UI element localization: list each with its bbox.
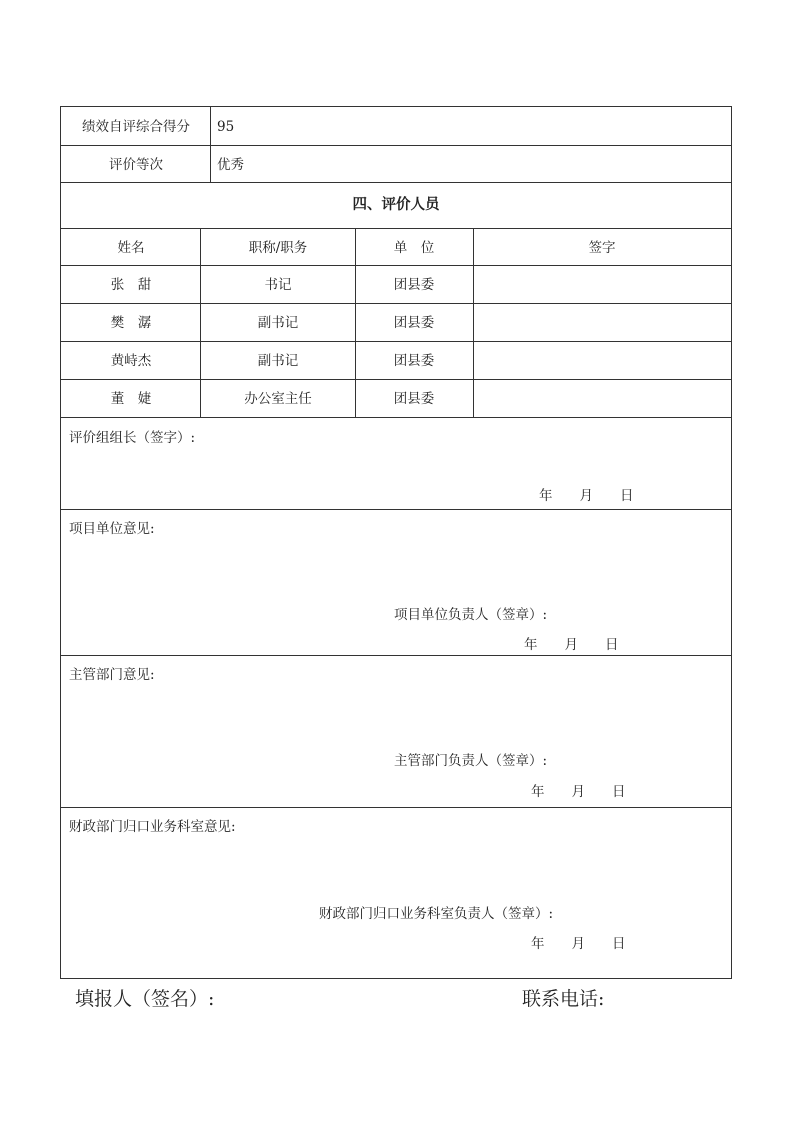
member-name: 张 甜 xyxy=(110,277,152,293)
grade-value: 优秀 xyxy=(217,157,244,173)
score-label: 绩效自评综合得分 xyxy=(82,119,190,135)
column-divider xyxy=(210,107,211,182)
finance-opinion-label: 财政部门归口业务科室意见: xyxy=(69,819,236,835)
member-title: 书记 xyxy=(264,277,292,293)
member-unit: 团县委 xyxy=(393,315,435,331)
grade-label: 评价等次 xyxy=(109,157,163,173)
member-name: 樊 潺 xyxy=(110,315,152,331)
member-title: 副书记 xyxy=(257,315,299,331)
member-unit: 团县委 xyxy=(393,353,435,369)
member-unit: 团县委 xyxy=(393,277,435,293)
column-header-title: 职称/职务 xyxy=(248,240,308,256)
row-divider xyxy=(61,265,731,266)
row-divider xyxy=(61,417,731,418)
row-divider xyxy=(61,303,731,304)
column-divider xyxy=(200,228,201,417)
project-unit-opinion-label: 项目单位意见: xyxy=(69,521,155,537)
column-header-name: 姓名 xyxy=(117,240,145,256)
evaluation-form-table xyxy=(60,106,732,979)
project-unit-date: 年 月 日 xyxy=(524,637,619,653)
member-title: 办公室主任 xyxy=(244,391,312,407)
supervisor-date: 年 月 日 xyxy=(531,784,626,800)
score-value: 95 xyxy=(217,119,235,135)
column-header-signature: 签字 xyxy=(588,240,616,256)
row-divider xyxy=(61,807,731,808)
column-divider xyxy=(355,228,356,417)
row-divider xyxy=(61,655,731,656)
row-divider xyxy=(61,509,731,510)
project-unit-signer: 项目单位负责人（签章）: xyxy=(394,607,548,623)
filler-signature-label: 填报人（签名）: xyxy=(75,988,215,1010)
row-divider xyxy=(61,145,731,146)
member-unit: 团县委 xyxy=(393,391,435,407)
row-divider xyxy=(61,182,731,183)
leader-date: 年 月 日 xyxy=(539,488,634,504)
contact-phone-label: 联系电话: xyxy=(522,988,605,1010)
supervisor-signer: 主管部门负责人（签章）: xyxy=(394,753,548,769)
member-name: 董 婕 xyxy=(110,391,152,407)
column-header-unit: 单 位 xyxy=(393,240,435,256)
supervisor-opinion-label: 主管部门意见: xyxy=(69,667,155,683)
row-divider xyxy=(61,228,731,229)
finance-date: 年 月 日 xyxy=(531,936,626,952)
leader-signature-label: 评价组组长（签字）: xyxy=(69,430,196,446)
row-divider xyxy=(61,379,731,380)
member-title: 副书记 xyxy=(257,353,299,369)
finance-signer: 财政部门归口业务科室负责人（签章）: xyxy=(319,906,554,922)
column-divider xyxy=(473,228,474,417)
row-divider xyxy=(61,341,731,342)
section-title: 四、评价人员 xyxy=(352,196,440,213)
member-name: 黄峙杰 xyxy=(110,353,152,369)
